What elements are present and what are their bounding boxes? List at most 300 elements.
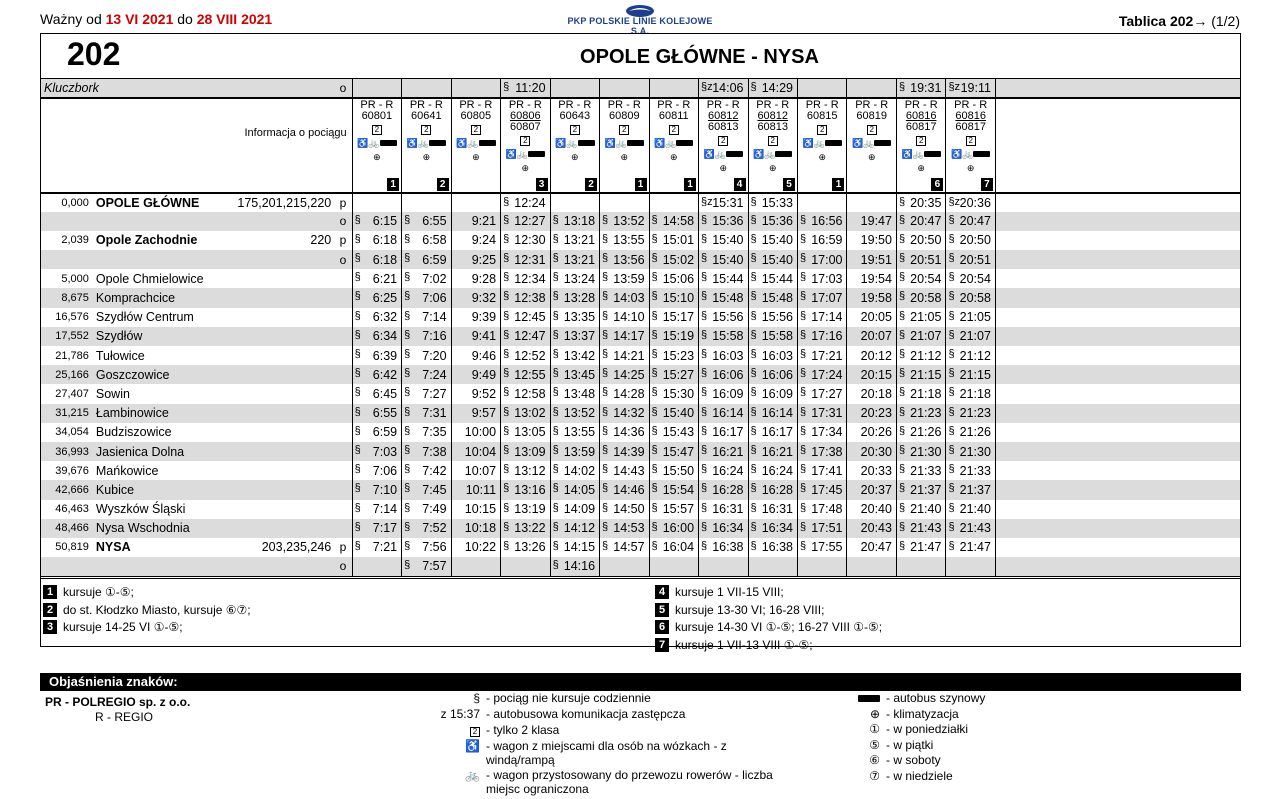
irregular-marker: § [354, 290, 361, 303]
time-value: 12:38 [514, 291, 546, 306]
time-value: 7:49 [422, 502, 447, 517]
train-no-2: 60813 [707, 120, 739, 133]
time-cell [649, 193, 698, 212]
time-value: 20:47 [959, 214, 991, 229]
time-cell [352, 193, 401, 212]
irregular-marker: § [750, 424, 757, 437]
time-value: 17:03 [811, 271, 843, 286]
time-value: 13:52 [613, 214, 645, 229]
connecting-lines [207, 423, 335, 442]
time-value: 15:06 [662, 271, 695, 286]
train-info-cell [797, 98, 846, 193]
time-value: 17:34 [811, 425, 843, 440]
irregular-marker: § [799, 386, 807, 399]
irregular-marker: § [750, 520, 757, 533]
train-info-cell [402, 98, 451, 193]
amenities [402, 138, 450, 149]
time-value: 14:05 [563, 482, 596, 497]
time-cell [797, 269, 846, 288]
station-name: Opole Chmielowice [95, 271, 204, 286]
irregular-marker: § [948, 290, 955, 303]
time-cell [501, 480, 550, 499]
spacer-cell [995, 269, 1240, 288]
time-value: 13:21 [563, 252, 596, 267]
time-value: 14:46 [613, 482, 645, 497]
air-conditioning-icon: ⊕ [768, 162, 777, 173]
irregular-marker: § [602, 501, 609, 514]
time-value: 10:04 [464, 444, 497, 459]
irregular-marker: § [799, 232, 807, 245]
legend-item [840, 753, 941, 767]
time-cell [352, 404, 401, 423]
time-cell [600, 288, 649, 307]
time-cell [797, 212, 846, 231]
time-value: 12:52 [514, 348, 546, 363]
time-cell [748, 231, 797, 250]
time-cell [501, 384, 550, 403]
connecting-lines [207, 250, 335, 269]
time-cell [451, 346, 500, 365]
time-cell [896, 346, 945, 365]
time-value: 14:10 [613, 310, 645, 325]
irregular-marker: § [799, 271, 807, 284]
time-cell [896, 327, 945, 346]
time-value: 14:53 [613, 521, 645, 536]
time-cell [550, 231, 599, 250]
time-value: 17:07 [811, 291, 843, 306]
time-value: 20:54 [910, 271, 942, 286]
class-2-icon: 2 [867, 125, 877, 135]
time-cell [748, 346, 797, 365]
station-km: 39,676 [55, 464, 89, 477]
time-value: 20:50 [959, 233, 991, 248]
time-value: 16:34 [761, 521, 793, 536]
connecting-lines: 175,201,215,220 [237, 195, 332, 210]
arrival-departure-marker: o [334, 250, 352, 269]
time-cell [649, 365, 698, 384]
time-value: 15:56 [761, 310, 793, 325]
irregular-marker: § [701, 443, 708, 456]
irregular-marker: § [898, 328, 906, 341]
irregular-marker: § [602, 539, 609, 552]
irregular-marker: § [948, 386, 955, 399]
time-cell [600, 500, 649, 519]
irregular-marker: § [651, 348, 658, 360]
time-cell [946, 250, 995, 269]
amenities [600, 138, 648, 149]
footnote [655, 603, 824, 617]
irregular-marker: § [552, 501, 559, 514]
time-cell [550, 346, 599, 365]
time-value: 14:39 [613, 444, 645, 459]
station-km [41, 212, 93, 231]
connecting-lines [207, 461, 335, 480]
time-cell [797, 442, 846, 461]
time-value: 15:17 [662, 310, 695, 325]
time-value: 15:10 [662, 291, 695, 306]
train-carrier: PR - R [508, 98, 542, 111]
irregular-marker: § [799, 328, 807, 341]
origin-time-cell [847, 79, 896, 98]
time-cell [402, 308, 451, 327]
footnote-number: 7 [655, 638, 669, 652]
station-row [41, 480, 1240, 499]
arrival-departure-marker: p [334, 231, 352, 250]
time-cell [797, 308, 846, 327]
irregular-marker: § [354, 367, 361, 380]
time-value: 21:40 [959, 502, 991, 517]
class-2-icon: 2 [817, 125, 827, 135]
legend-item [440, 739, 830, 767]
irregular-marker: § [948, 482, 955, 495]
irregular-marker: § [404, 328, 411, 341]
time-value: 7:31 [422, 406, 447, 421]
origin-time-cell [501, 79, 550, 98]
time-value: 20:58 [910, 291, 942, 306]
time-cell [649, 423, 698, 442]
time-cell [896, 288, 945, 307]
footnote-text: kursuje ①-⑤; [63, 585, 134, 599]
legend-symbol: ⑤ [869, 737, 880, 752]
irregular-marker: § [354, 252, 361, 265]
station-row [41, 384, 1240, 403]
connecting-lines [207, 308, 335, 327]
time-value: 21:23 [910, 406, 942, 421]
arrival-departure-marker [334, 442, 352, 461]
irregular-marker: § [503, 539, 510, 552]
time-cell [352, 480, 401, 499]
irregular-marker: § [898, 195, 906, 208]
time-value: 13:24 [563, 271, 596, 286]
arrival-departure-marker [334, 519, 352, 538]
wheelchair-bike-icon: ♿🚲 [802, 137, 825, 148]
time-cell [896, 519, 945, 538]
time-value: 21:43 [959, 521, 991, 536]
irregular-marker: § [503, 386, 510, 399]
irregular-marker: § [799, 501, 807, 514]
irregular-marker: § [503, 520, 510, 533]
time-cell [748, 384, 797, 403]
time-cell [501, 404, 550, 423]
spacer-cell [995, 250, 1240, 269]
time-cell [847, 193, 896, 212]
legend-symbol: ♿ [465, 739, 480, 753]
irregular-marker: § [552, 232, 559, 245]
time-value: 20:40 [860, 502, 892, 517]
time-value: 7:06 [372, 463, 398, 478]
info-label-cell [41, 98, 352, 193]
time-value: 7:45 [422, 482, 447, 497]
spacer-cell [995, 480, 1240, 499]
footnote-ref: 2 [585, 178, 597, 191]
time-value: 7:27 [422, 386, 447, 401]
train-info-cell [748, 98, 797, 193]
station-name: Mańkowice [95, 463, 159, 478]
time-cell [699, 288, 748, 307]
connecting-lines [207, 519, 335, 538]
irregular-marker: § [799, 213, 807, 226]
time-value: 10:15 [464, 502, 497, 517]
time-value: 9:52 [471, 386, 497, 401]
train-info-cell [847, 98, 896, 193]
irregular-marker: § [898, 81, 906, 93]
irregular-marker: § [701, 348, 708, 360]
time-value: 10:18 [464, 521, 497, 536]
time-cell [451, 384, 500, 403]
time-cell [797, 365, 846, 384]
irregular-marker: § [799, 463, 807, 476]
legend-item [440, 691, 830, 705]
footnote-ref: 5 [783, 178, 795, 191]
arrival-departure-marker [334, 480, 352, 499]
legend-item [840, 769, 953, 783]
irregular-marker: § [602, 405, 609, 418]
irregular-marker: § [701, 386, 708, 399]
time-cell [550, 384, 599, 403]
irregular-marker: § [552, 482, 559, 495]
time-cell [699, 384, 748, 403]
irregular-marker: § [799, 539, 807, 552]
time-cell [946, 538, 995, 557]
origin-time-cell [748, 79, 797, 98]
time-cell [600, 557, 649, 576]
irregular-marker: § [602, 252, 609, 265]
train-info-cell [451, 98, 500, 193]
time-cell [402, 404, 451, 423]
time-cell [501, 423, 550, 442]
irregular-marker: § [898, 386, 906, 399]
irregular-marker: § [354, 539, 361, 552]
time-value: 21:30 [959, 444, 991, 459]
irregular-marker: § [602, 520, 609, 533]
railbus-icon [858, 695, 880, 702]
time-value: 7:03 [372, 444, 398, 459]
irregular-marker: § [354, 328, 361, 341]
irregular-marker: § [602, 443, 609, 456]
time-cell [402, 442, 451, 461]
time-cell [797, 384, 846, 403]
irregular-marker: § [552, 520, 559, 533]
time-cell [600, 231, 649, 250]
time-cell [600, 480, 649, 499]
irregular-marker: § [404, 539, 411, 552]
irregular-marker: § [750, 252, 757, 265]
train-info-cell [649, 98, 698, 193]
amenities [749, 149, 797, 160]
arrival-departure-marker: o [334, 557, 352, 576]
time-value: 15:36 [712, 214, 744, 229]
spacer-cell [995, 404, 1240, 423]
time-value: 9:32 [471, 291, 497, 306]
time-cell [402, 538, 451, 557]
time-value: 21:12 [959, 348, 991, 363]
irregular-marker: § [701, 501, 708, 514]
irregular-marker: § [354, 405, 361, 418]
irregular-marker: § [898, 501, 906, 514]
time-cell [649, 327, 698, 346]
connecting-lines [207, 384, 335, 403]
time-value: 20:50 [910, 233, 942, 248]
time-value: 15:40 [662, 406, 695, 421]
time-value: 13:16 [514, 482, 546, 497]
time-cell [649, 538, 698, 557]
time-cell [847, 327, 896, 346]
time-cell [501, 269, 550, 288]
time-value: 14:06 [712, 80, 744, 95]
validity-period [40, 11, 272, 27]
railbus-icon [429, 140, 446, 146]
train-number [402, 100, 450, 122]
time-cell [797, 231, 846, 250]
time-value: 9:24 [471, 233, 497, 248]
station-km [41, 557, 93, 576]
spacer-cell [995, 98, 1240, 193]
train-number [847, 100, 895, 122]
irregular-marker: § [354, 386, 361, 399]
time-value: 12:27 [514, 214, 546, 229]
railbus-icon [676, 140, 693, 146]
time-cell [451, 461, 500, 480]
irregular-marker: § [404, 367, 411, 380]
time-value: 16:21 [712, 444, 744, 459]
time-cell [946, 461, 995, 480]
irregular-marker: § [701, 539, 708, 552]
time-value: 15:30 [662, 386, 695, 401]
time-cell [748, 250, 797, 269]
time-cell [847, 480, 896, 499]
time-value: 6:39 [372, 348, 398, 363]
irregular-marker: § [354, 213, 361, 226]
time-cell [451, 423, 500, 442]
time-cell [550, 442, 599, 461]
time-value: 6:58 [422, 233, 447, 248]
arrival-departure-marker [334, 500, 352, 519]
footnote [655, 638, 813, 652]
connecting-lines [207, 404, 335, 423]
irregular-marker: § [898, 443, 906, 456]
time-cell [501, 327, 550, 346]
irregular-marker: § [503, 348, 510, 360]
irregular-marker: § [948, 405, 955, 418]
amenities [501, 149, 549, 160]
station-name [93, 250, 207, 269]
time-value: 19:11 [960, 80, 991, 95]
time-cell [946, 423, 995, 442]
class-2-icon: 2 [966, 136, 976, 146]
irregular-marker: § [948, 463, 955, 476]
irregular-marker: § [404, 520, 411, 533]
time-cell [946, 269, 995, 288]
time-value: 6:34 [372, 329, 398, 344]
legend-text: - w poniedziałki [886, 722, 969, 736]
amenities [847, 138, 895, 149]
irregular-marker: § [552, 559, 559, 572]
time-cell [402, 365, 451, 384]
irregular-marker: § [750, 348, 757, 360]
time-cell [847, 404, 896, 423]
time-cell [550, 480, 599, 499]
legend-text: - klimatyzacja [886, 706, 959, 721]
irregular-marker: § [651, 328, 658, 341]
irregular-marker: § [552, 213, 559, 226]
station-name: Szydłów Centrum [95, 310, 194, 325]
time-cell [600, 423, 649, 442]
class-2-icon: 2 [718, 136, 728, 146]
time-cell [847, 557, 896, 576]
time-value: 15:58 [712, 329, 744, 344]
amenities [650, 138, 698, 149]
irregular-marker: § [354, 424, 361, 437]
time-cell [352, 500, 401, 519]
time-cell [451, 212, 500, 231]
time-value: 14:21 [613, 348, 645, 363]
time-cell [946, 404, 995, 423]
footnotes [41, 578, 1240, 652]
air-conditioning-icon: ⊕ [620, 151, 629, 162]
time-value: 14:58 [662, 214, 695, 229]
time-cell [797, 423, 846, 442]
time-value: 12:34 [514, 271, 546, 286]
time-value: 15:48 [712, 291, 744, 306]
origin-time-cell [649, 79, 698, 98]
time-value: 14:28 [613, 386, 645, 401]
timetable [41, 78, 1240, 577]
time-value: 20:30 [860, 444, 892, 459]
irregular-marker: § [354, 482, 361, 495]
irregular-marker: § [799, 443, 807, 456]
station-row [41, 365, 1240, 384]
legend-title: Objaśnienia znaków: [40, 673, 1241, 691]
time-value: 16:56 [811, 214, 843, 229]
time-value: 15:44 [712, 271, 744, 286]
time-value: 7:24 [422, 367, 447, 382]
time-cell [600, 538, 649, 557]
irregular-marker: § [552, 386, 559, 399]
time-value: 14:15 [563, 540, 596, 555]
time-value: 13:09 [514, 444, 546, 459]
irregular-marker: § [602, 328, 609, 341]
time-cell [501, 212, 550, 231]
time-cell [649, 500, 698, 519]
connecting-lines: 220 [310, 233, 332, 248]
irregular-marker: § [404, 232, 411, 245]
legend-text: - wagon z miejscami dla osób na wózkach - z windą/rampą [486, 739, 727, 767]
irregular-marker: § [404, 559, 411, 572]
connecting-lines [207, 500, 335, 519]
time-cell [649, 308, 698, 327]
time-cell [649, 519, 698, 538]
time-cell [451, 250, 500, 269]
time-cell [501, 288, 550, 307]
time-cell [649, 250, 698, 269]
amenities [551, 138, 599, 149]
irregular-marker: § [552, 252, 559, 265]
time-cell [649, 384, 698, 403]
time-value: 17:21 [811, 348, 843, 363]
irregular-marker: § [799, 348, 807, 360]
footnote-number: 5 [655, 603, 669, 617]
time-value: 16:31 [761, 502, 793, 517]
air-conditioning-icon: ⊕ [670, 151, 678, 162]
station-km: 0,000 [61, 196, 89, 209]
time-cell [748, 461, 797, 480]
wheelchair-bike-icon: ♿🚲 [456, 137, 479, 148]
irregular-marker: § [651, 232, 658, 245]
footnote-ref: 1 [635, 178, 647, 191]
time-value: 13:02 [514, 406, 546, 421]
footnote-ref: 1 [832, 178, 844, 191]
time-cell [699, 193, 748, 212]
